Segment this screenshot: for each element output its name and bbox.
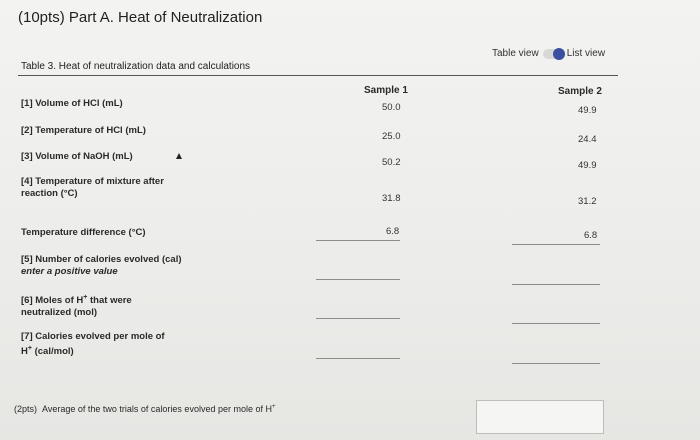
list-view-label[interactable]: List view — [566, 48, 606, 59]
row-label-line: [7] Calories evolved per mole of — [21, 331, 165, 342]
row-label-moles-h — [21, 292, 132, 319]
sample-2-calories-evolved-input[interactable] — [512, 284, 600, 285]
sample-2-volume-naoh: 49.9 — [578, 160, 597, 171]
superscript: + — [271, 404, 276, 410]
sample-2-temperature-hcl: 24.4 — [578, 134, 597, 145]
mouse-cursor-icon — [176, 153, 182, 159]
average-label: Average of the two trials of calories evolved per mole of H — [42, 404, 272, 414]
row-label-line: reaction (°C) — [21, 188, 78, 199]
sample-2-temperature-difference: 6.8 — [584, 230, 598, 241]
row-label-hint — [21, 266, 182, 278]
sample-2-moles-h-input[interactable] — [512, 323, 600, 324]
sample-1-temperature-hcl: 25.0 — [382, 131, 401, 142]
sample-1-temperature-difference-underline — [316, 240, 400, 241]
view-toggle[interactable] — [492, 48, 605, 59]
row-label-text: that were — [87, 295, 132, 307]
row-label-hint-text: enter a positive value — [21, 266, 118, 277]
row-label-temperature-mixture — [21, 176, 164, 200]
sample-2-temperature-mixture: 31.2 — [578, 196, 597, 207]
sample-1-volume-hcl: 50.0 — [382, 102, 401, 113]
sample-2-header: Sample 2 — [558, 86, 602, 97]
table-header-rule — [18, 75, 618, 76]
row-label-text: [6] Moles of H — [21, 295, 84, 307]
sample-1-calories-per-mole-input[interactable] — [316, 358, 400, 359]
row-label-volume-naoh: [3] Volume of NaOH (mL) — [21, 151, 133, 162]
average-question — [14, 404, 276, 414]
sample-1-temperature-mixture: 31.8 — [382, 193, 401, 204]
superscript: + — [27, 345, 32, 352]
sample-1-calories-evolved-input[interactable] — [316, 279, 400, 280]
sample-2-temperature-difference-underline — [512, 244, 600, 245]
sample-2-calories-per-mole-input[interactable] — [512, 363, 600, 364]
sample-1-temperature-difference: 6.8 — [386, 226, 400, 237]
sample-1-moles-h-input[interactable] — [316, 318, 400, 319]
row-label-calories-evolved — [21, 254, 182, 278]
row-label-text: (cal/mol) — [31, 346, 74, 358]
row-label-line: [4] Temperature of mixture after — [21, 176, 164, 187]
average-points: (2pts) — [14, 404, 38, 414]
row-label-line: neutralized (mol) — [21, 307, 98, 319]
toggle-knob[interactable] — [553, 48, 565, 60]
row-label-line — [21, 292, 132, 307]
sample-2-volume-hcl: 49.9 — [578, 105, 597, 116]
row-label-text: H — [21, 346, 28, 358]
table-caption: Table 3. Heat of neutralization data and calculations — [21, 61, 251, 72]
average-answer-input[interactable] — [476, 400, 604, 434]
sample-1-volume-naoh: 50.2 — [382, 157, 401, 168]
row-label-calories-per-mole — [21, 331, 165, 358]
page-title: (10pts) Part A. Heat of Neutralization — [18, 9, 263, 26]
row-label-temperature-hcl: [2] Temperature of HCl (mL) — [21, 125, 146, 136]
row-label-temperature-difference: Temperature difference (°C) — [21, 227, 146, 238]
row-label-line: [5] Number of calories evolved (cal) — [21, 254, 182, 265]
table-view-label[interactable]: Table view — [492, 48, 539, 59]
row-label-line — [21, 343, 165, 358]
superscript: + — [83, 294, 88, 301]
sample-1-header: Sample 1 — [364, 85, 408, 96]
row-label-volume-hcl: [1] Volume of HCl (mL) — [21, 98, 123, 109]
view-toggle-switch[interactable] — [543, 49, 563, 59]
